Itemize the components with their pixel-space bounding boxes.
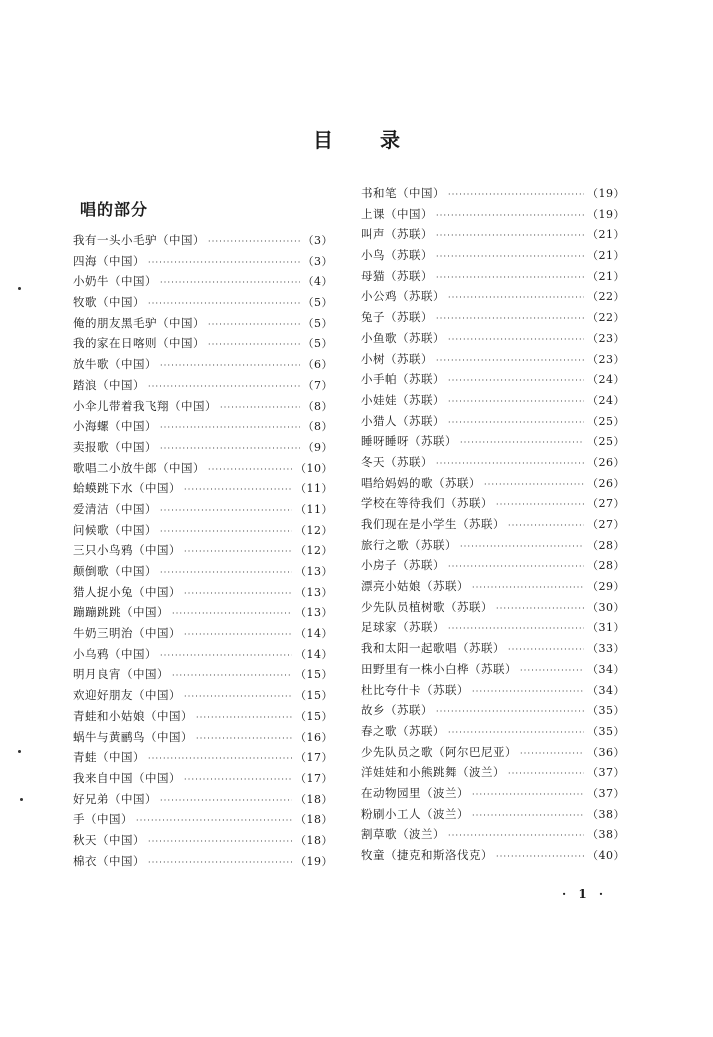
dot-leader (472, 578, 584, 599)
toc-entry-page: （37） (587, 766, 625, 780)
dot-leader (148, 832, 292, 853)
toc-entry (361, 411, 625, 432)
toc-entry (73, 623, 333, 644)
toc-entry-title: 放牛歌（中国） (73, 357, 157, 372)
toc-entry-page: （18） (295, 813, 333, 827)
toc-entry-page: （26） (587, 476, 625, 490)
toc-entry-page: （27） (587, 497, 625, 511)
toc-entry-title: 叫声（苏联） (361, 227, 433, 242)
dot-leader (484, 475, 584, 496)
toc-entry (361, 493, 625, 514)
dot-leader (436, 226, 584, 247)
toc-entry (73, 499, 333, 520)
dot-leader (520, 661, 584, 682)
toc-entry-page: （23） (587, 331, 625, 345)
toc-entry-page: （24） (587, 393, 625, 407)
toc-entry (73, 809, 333, 830)
toc-entry (73, 685, 333, 706)
toc-entry-page: （18） (295, 792, 333, 806)
toc-entry (73, 458, 333, 479)
toc-entry (361, 659, 625, 680)
toc-entry-title: 旅行之歌（苏联） (361, 537, 457, 552)
toc-entry-title: 故乡（苏联） (361, 703, 433, 718)
dot-leader (448, 330, 584, 351)
toc-entry-title: 卖报歌（中国） (73, 439, 157, 454)
toc-entry (361, 369, 625, 390)
toc-entry-page: （40） (587, 849, 625, 862)
toc-entry (361, 349, 625, 370)
toc-entry (73, 230, 333, 251)
toc-entry-page: （25） (587, 435, 625, 449)
toc-entry-title: 唱给妈妈的歌（苏联） (361, 475, 481, 490)
dot-leader (448, 413, 584, 434)
toc-entry (361, 742, 625, 763)
toc-entry-page: （29） (587, 580, 625, 594)
toc-entry-title: 小海螺（中国） (73, 419, 157, 434)
dot-leader (436, 247, 584, 268)
toc-entry-page: （5） (302, 337, 333, 351)
toc-entry-page: （9） (302, 440, 333, 454)
toc-entry (361, 617, 625, 638)
toc-entry-page: （18） (295, 833, 333, 847)
toc-entry-title: 我的家在日喀则（中国） (73, 336, 205, 351)
dot-leader (496, 495, 584, 516)
dot-leader (184, 770, 292, 791)
toc-entry-title: 小乌鸦（中国） (73, 646, 157, 661)
toc-entry-page: （35） (587, 704, 625, 718)
dot-leader (448, 392, 584, 413)
dot-leader (148, 253, 300, 274)
toc-entry-title: 少先队员之歌（阿尔巴尼亚） (361, 744, 517, 759)
toc-entry-title: 棉衣（中国） (73, 853, 145, 868)
toc-entry (361, 307, 625, 328)
toc-entry-title: 我们现在是小学生（苏联） (361, 517, 505, 531)
toc-entry-title: 手（中国） (73, 812, 133, 827)
toc-entry-title: 母猫（苏联） (361, 268, 433, 283)
dot-leader (436, 268, 584, 289)
toc-entry-title: 漂亮小姑娘（苏联） (361, 579, 469, 594)
toc-entry-title: 牧歌（中国） (73, 295, 145, 310)
toc-entry-title: 学校在等待我们（苏联） (361, 496, 493, 511)
toc-entry (361, 721, 625, 742)
toc-entry (361, 783, 625, 804)
toc-entry-page: （15） (295, 709, 333, 723)
toc-entry-title: 冬天（苏联） (361, 454, 433, 469)
toc-entry-title: 我有一头小毛驴（中国） (73, 233, 205, 247)
dot-leader (160, 273, 300, 294)
dot-leader (160, 563, 292, 584)
dot-leader (196, 729, 292, 750)
dot-leader (208, 335, 300, 356)
toc-entry-title: 好兄弟（中国） (73, 791, 157, 806)
toc-entry (73, 375, 333, 396)
toc-entry (361, 555, 625, 576)
toc-entry-page: （4） (302, 275, 333, 289)
toc-entry-page: （8） (302, 399, 333, 413)
dot-leader (448, 619, 584, 640)
toc-entry (361, 286, 625, 307)
toc-entry-title: 足球家（苏联） (361, 620, 445, 635)
toc-entry-page: （21） (587, 269, 625, 283)
toc-entry-title: 青蛙和小姑娘（中国） (73, 708, 193, 723)
dot-leader (184, 542, 292, 563)
dot-leader (448, 288, 584, 309)
dot-leader (508, 516, 584, 537)
toc-entry (361, 452, 625, 473)
dot-leader (160, 439, 300, 460)
toc-entry-page: （5） (302, 296, 333, 310)
toc-entry (73, 540, 333, 561)
scan-speck (18, 750, 21, 753)
toc-entry-title: 蛤蟆跳下水（中国） (73, 481, 181, 496)
toc-entry-title: 田野里有一株小白桦（苏联） (361, 661, 517, 676)
toc-entry-page: （37） (587, 786, 625, 800)
toc-entry (73, 292, 333, 313)
dot-leader (184, 480, 292, 501)
dot-leader (472, 806, 584, 827)
toc-entry (361, 224, 625, 245)
toc-entry-title: 书和笔（中国） (361, 186, 445, 200)
toc-entry-title: 我和太阳一起歌唱（苏联） (361, 641, 505, 656)
toc-entry (73, 789, 333, 810)
dot-leader (184, 687, 292, 708)
toc-entry-page: （33） (587, 642, 625, 656)
toc-entry (361, 245, 625, 266)
toc-entry-title: 秋天（中国） (73, 832, 145, 847)
toc-entry-page: （21） (587, 228, 625, 242)
dot-leader (472, 682, 584, 703)
toc-entry (73, 727, 333, 748)
toc-entry-title: 小猎人（苏联） (361, 413, 445, 428)
toc-entry-page: （15） (295, 689, 333, 703)
dot-leader (436, 309, 584, 330)
dot-leader (184, 625, 292, 646)
dot-leader (448, 557, 584, 578)
toc-entry-page: （11） (295, 502, 333, 516)
toc-entry-title: 割草歌（波兰） (361, 827, 445, 842)
dot-leader (148, 853, 292, 874)
toc-entry-page: （14） (295, 647, 333, 661)
toc-entry-page: （30） (587, 600, 625, 614)
toc-entry (73, 396, 333, 417)
toc-entry-page: （25） (587, 414, 625, 428)
dot-leader (208, 315, 300, 336)
toc-entry-title: 小树（苏联） (361, 351, 433, 366)
toc-left-column (73, 230, 333, 871)
toc-entry-page: （27） (587, 518, 625, 531)
section-title: 唱的部分 (80, 200, 149, 219)
dot-leader (148, 749, 292, 770)
dot-leader (448, 371, 584, 392)
toc-entry-page: （6） (302, 358, 333, 372)
toc-entry-title: 在动物园里（波兰） (361, 785, 469, 800)
dot-leader (436, 702, 584, 723)
toc-entry-title: 牛奶三明治（中国） (73, 626, 181, 641)
toc-entry (361, 204, 625, 225)
dot-leader (508, 764, 584, 785)
toc-entry-page: （17） (295, 771, 333, 785)
toc-entry (361, 824, 625, 845)
toc-entry (361, 431, 625, 452)
toc-entry-title: 兔子（苏联） (361, 310, 433, 325)
toc-entry-title: 小娃娃（苏联） (361, 392, 445, 407)
dot-leader (184, 584, 292, 605)
toc-entry-page: （34） (587, 683, 625, 697)
dot-leader (160, 522, 292, 543)
toc-entry (361, 638, 625, 659)
toc-entry (73, 851, 333, 872)
toc-entry-title: 俺的朋友黑毛驴（中国） (73, 315, 205, 330)
toc-entry-page: （8） (302, 420, 333, 434)
toc-entry-page: （19） (587, 207, 625, 221)
dot-leader (436, 454, 584, 475)
toc-entry (361, 804, 625, 825)
dot-leader (148, 377, 300, 398)
toc-entry (73, 706, 333, 727)
dot-leader (448, 185, 584, 206)
dot-leader (448, 826, 584, 847)
dot-leader (208, 460, 292, 481)
toc-entry (73, 830, 333, 851)
toc-entry-page: （19） (587, 187, 625, 200)
toc-entry-title: 青蛙（中国） (73, 750, 145, 765)
toc-right-column (361, 183, 625, 866)
toc-entry (73, 251, 333, 272)
dot-leader (496, 599, 584, 620)
dot-leader (220, 398, 300, 419)
toc-entry-title: 小伞儿带着我飞翔（中国） (73, 398, 217, 413)
dot-leader (436, 351, 584, 372)
toc-entry-page: （22） (587, 290, 625, 304)
toc-entry-title: 洋娃娃和小熊跳舞（波兰） (361, 765, 505, 780)
toc-entry-title: 蜗牛与黄鹂鸟（中国） (73, 729, 193, 744)
scan-speck (20, 798, 23, 801)
toc-entry-title: 小公鸡（苏联） (361, 289, 445, 304)
toc-entry-page: （36） (587, 745, 625, 759)
toc-entry (361, 845, 625, 866)
toc-entry-page: （21） (587, 249, 625, 263)
toc-entry-title: 三只小鸟鸦（中国） (73, 543, 181, 558)
toc-entry-page: （38） (587, 807, 625, 821)
toc-entry-title: 小鸟（苏联） (361, 248, 433, 263)
dot-leader (208, 232, 300, 253)
dot-leader (160, 646, 292, 667)
toc-entry (73, 333, 333, 354)
toc-entry-title: 小房子（苏联） (361, 558, 445, 573)
toc-entry (361, 680, 625, 701)
toc-entry-page: （26） (587, 455, 625, 469)
toc-entry-page: （23） (587, 352, 625, 366)
toc-entry (73, 747, 333, 768)
toc-entry-title: 粉刷小工人（波兰） (361, 806, 469, 821)
toc-entry-title: 爱清洁（中国） (73, 501, 157, 516)
toc-entry-page: （19） (295, 854, 333, 868)
toc-entry-title: 歌唱二小放牛郎（中国） (73, 460, 205, 475)
toc-entry-title: 少先队员植树歌（苏联） (361, 599, 493, 614)
toc-entry-page: （34） (587, 662, 625, 676)
toc-entry-title: 杜比夸什卡（苏联） (361, 682, 469, 697)
toc-entry (361, 514, 625, 535)
toc-entry (361, 597, 625, 618)
toc-entry-page: （38） (587, 828, 625, 842)
dot-leader (496, 847, 584, 868)
toc-entry (73, 768, 333, 789)
toc-entry-title: 小鱼歌（苏联） (361, 330, 445, 345)
toc-entry (73, 271, 333, 292)
toc-entry (361, 535, 625, 556)
toc-entry-title: 问候歌（中国） (73, 522, 157, 537)
toc-entry-title: 小手帕（苏联） (361, 372, 445, 387)
toc-entry-title: 猎人捉小兔（中国） (73, 584, 181, 599)
toc-entry-page: （16） (295, 730, 333, 744)
toc-entry-page: （14） (295, 627, 333, 641)
toc-entry-page: （24） (587, 373, 625, 387)
toc-entry (73, 582, 333, 603)
toc-entry (73, 520, 333, 541)
dot-leader (160, 418, 300, 439)
toc-entry (73, 478, 333, 499)
toc-entry (73, 313, 333, 334)
toc-entry-title: 明月良宵（中国） (73, 667, 169, 682)
toc-entry-page: （17） (295, 751, 333, 765)
toc-entry-title: 春之歌（苏联） (361, 723, 445, 738)
toc-entry (73, 416, 333, 437)
toc-entry-page: （22） (587, 311, 625, 325)
toc-entry (361, 390, 625, 411)
toc-entry (361, 183, 625, 204)
toc-entry (361, 576, 625, 597)
dot-leader (172, 604, 292, 625)
toc-entry-title: 牧童（捷克和斯洛伐克） (361, 848, 493, 862)
toc-entry-page: （3） (302, 234, 333, 247)
dot-leader (508, 640, 584, 661)
toc-entry-page: （5） (302, 316, 333, 330)
toc-entry (73, 561, 333, 582)
toc-entry (73, 602, 333, 623)
toc-entry-page: （10） (295, 461, 333, 475)
toc-entry (361, 762, 625, 783)
toc-entry-page: （12） (295, 523, 333, 537)
dot-leader (436, 206, 584, 227)
toc-entry-page: （15） (295, 668, 333, 682)
toc-entry (73, 664, 333, 685)
toc-entry (73, 644, 333, 665)
toc-entry-page: （35） (587, 724, 625, 738)
toc-entry (361, 266, 625, 287)
dot-leader (460, 537, 584, 558)
toc-entry-page: （31） (587, 621, 625, 635)
scan-speck (18, 287, 21, 290)
toc-entry (361, 328, 625, 349)
toc-entry-title: 四海（中国） (73, 253, 145, 268)
dot-leader (136, 811, 292, 832)
toc-entry-title: 睡呀睡呀（苏联） (361, 434, 457, 449)
toc-entry-page: （3） (302, 254, 333, 268)
dot-leader (148, 294, 300, 315)
toc-entry-page: （12） (295, 544, 333, 558)
page-number: · 1 · (562, 887, 608, 901)
dot-leader (520, 744, 584, 765)
toc-entry-title: 上课（中国） (361, 206, 433, 221)
page-title: 目 录 (313, 128, 420, 152)
toc-entry-page: （13） (295, 565, 333, 578)
toc-entry-title: 踏浪（中国） (73, 377, 145, 392)
toc-entry-title: 颠倒歌（中国） (73, 564, 157, 578)
dot-leader (160, 791, 292, 812)
dot-leader (448, 723, 584, 744)
dot-leader (160, 356, 300, 377)
toc-entry (361, 473, 625, 494)
dot-leader (172, 666, 292, 687)
toc-entry-page: （13） (295, 585, 333, 599)
toc-entry (73, 437, 333, 458)
toc-entry-page: （11） (295, 482, 333, 496)
toc-entry (361, 700, 625, 721)
dot-leader (472, 785, 584, 806)
toc-entry-title: 我来自中国（中国） (73, 770, 181, 785)
toc-entry-title: 蹦蹦跳跳（中国） (73, 605, 169, 620)
toc-entry-page: （28） (587, 559, 625, 573)
toc-entry-page: （13） (295, 606, 333, 620)
toc-entry-title: 欢迎好朋友（中国） (73, 688, 181, 703)
toc-entry-page: （28） (587, 538, 625, 552)
toc-entry-page: （7） (302, 378, 333, 392)
toc-entry-title: 小奶牛（中国） (73, 274, 157, 289)
dot-leader (196, 708, 292, 729)
dot-leader (160, 501, 292, 522)
dot-leader (460, 433, 584, 454)
toc-entry (73, 354, 333, 375)
